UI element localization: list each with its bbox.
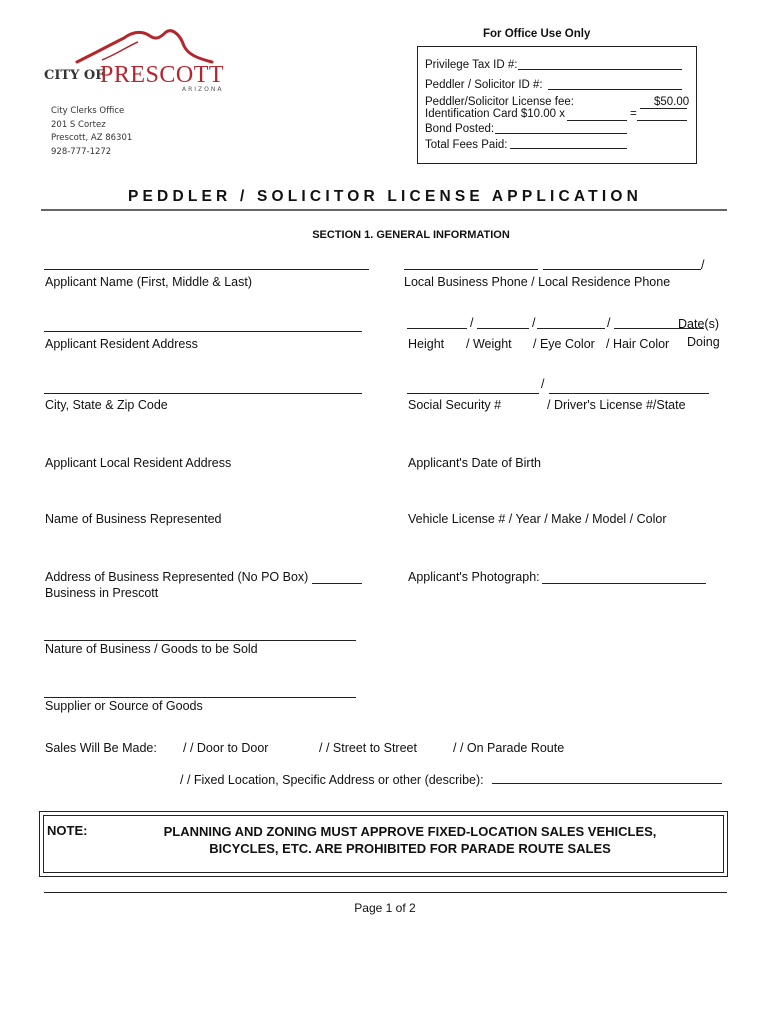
note-line-1: PLANNING AND ZONING MUST APPROVE FIXED-LOCATION SALES VEHICLES, xyxy=(163,824,657,839)
peddler-id-label: Peddler / Solicitor ID #: xyxy=(425,79,543,91)
address-phone: 928-777-1272 xyxy=(51,147,112,157)
residence-phone-field[interactable] xyxy=(543,269,701,270)
hair-color-label: / Hair Color xyxy=(606,337,670,351)
photo-label: Applicant's Photograph: xyxy=(408,570,540,584)
applicant-name-field[interactable] xyxy=(44,269,369,270)
photo-field[interactable] xyxy=(542,583,706,584)
bond-field[interactable] xyxy=(495,133,627,134)
local-address-label: Applicant Local Resident Address xyxy=(45,456,232,470)
bond-label: Bond Posted: xyxy=(425,123,495,135)
logo-prescott: PRESCOTT xyxy=(100,62,225,88)
business-address-label: Address of Business Represented (No PO Box) xyxy=(45,570,309,584)
city-state-zip-label: City, State & Zip Code xyxy=(45,398,168,412)
license-fee-label: Peddler/Solicitor License fee: xyxy=(425,96,574,108)
business-phone-field[interactable] xyxy=(404,269,538,270)
applicant-name-label: Applicant Name (First, Middle & Last) xyxy=(45,275,253,289)
phone-slash: / xyxy=(701,258,705,272)
ssn-label: Social Security # xyxy=(408,398,502,412)
office-use-heading: For Office Use Only xyxy=(483,28,591,40)
height-slash: / xyxy=(470,316,474,330)
supplier-field[interactable] xyxy=(44,697,356,698)
supplier-label: Supplier or Source of Goods xyxy=(45,699,203,713)
dl-field[interactable] xyxy=(549,393,709,394)
license-fee-line xyxy=(640,108,687,109)
ssn-slash: / xyxy=(541,377,545,391)
privilege-tax-label: Privilege Tax ID #: xyxy=(425,59,518,71)
height-field[interactable] xyxy=(407,328,467,329)
street-to-street-option[interactable]: / / Street to Street xyxy=(319,741,417,755)
city-state-zip-field[interactable] xyxy=(44,393,362,394)
dob-label: Applicant's Date of Birth xyxy=(408,456,542,470)
note-label: NOTE: xyxy=(47,823,88,838)
id-card-label: Identification Card $10.00 x xyxy=(425,108,566,120)
weight-field[interactable] xyxy=(477,328,529,329)
logo-arizona: ARIZONA xyxy=(182,86,224,93)
id-card-total-field[interactable] xyxy=(637,120,687,121)
section-heading: SECTION 1. GENERAL INFORMATION xyxy=(312,229,510,241)
privilege-tax-field[interactable] xyxy=(518,69,682,70)
business-prescott-label: Business in Prescott xyxy=(45,586,159,600)
logo-city-of: CITY OF xyxy=(44,68,105,83)
id-card-qty-field[interactable] xyxy=(567,120,627,121)
address-street: 201 S Cortez xyxy=(51,120,106,130)
note-text xyxy=(130,823,690,857)
business-name-label: Name of Business Represented xyxy=(45,512,222,526)
peddler-id-field[interactable] xyxy=(548,89,682,90)
height-label: Height xyxy=(408,337,445,351)
nature-field[interactable] xyxy=(44,640,356,641)
form-title: PEDDLER / SOLICITOR LICENSE APPLICATION xyxy=(127,188,642,205)
page-number: Page 1 of 2 xyxy=(354,901,416,915)
fixed-location-option[interactable]: / / Fixed Location, Specific Address or other (describe): xyxy=(180,773,484,787)
eye-color-field[interactable] xyxy=(537,328,605,329)
id-card-equals: = xyxy=(630,108,637,120)
dl-label: / Driver's License #/State xyxy=(547,398,686,412)
city-logo xyxy=(42,26,232,96)
phones-label: Local Business Phone / Local Residence Phone xyxy=(404,275,671,289)
dates-label: Date(s) xyxy=(678,317,719,331)
fixed-location-field[interactable] xyxy=(492,783,722,784)
eye-color-label: / Eye Color xyxy=(533,337,595,351)
weight-label: / Weight xyxy=(466,337,512,351)
total-field[interactable] xyxy=(510,148,627,149)
nature-label: Nature of Business / Goods to be Sold xyxy=(45,642,258,656)
vehicle-label: Vehicle License # / Year / Make / Model / Color xyxy=(408,512,667,526)
address-office: City Clerks Office xyxy=(51,106,125,116)
ssn-field[interactable] xyxy=(407,393,539,394)
doing-label: Doing xyxy=(687,335,720,349)
business-address-field[interactable] xyxy=(312,583,362,584)
sales-label: Sales Will Be Made: xyxy=(45,741,157,755)
resident-address-field[interactable] xyxy=(44,331,362,332)
note-line-2: BICYCLES, ETC. ARE PROHIBITED FOR PARADE ROUTE SALES xyxy=(209,841,611,856)
resident-address-label: Applicant Resident Address xyxy=(45,337,198,351)
footer-divider xyxy=(44,892,727,893)
weight-slash: / xyxy=(532,316,536,330)
eye-slash: / xyxy=(607,316,611,330)
parade-route-option[interactable]: / / On Parade Route xyxy=(453,741,565,755)
title-divider xyxy=(41,209,727,211)
license-fee-amount: $50.00 xyxy=(654,96,690,108)
total-label: Total Fees Paid: xyxy=(425,139,508,151)
address-city: Prescott, AZ 86301 xyxy=(51,133,133,143)
door-to-door-option[interactable]: / / Door to Door xyxy=(183,741,269,755)
